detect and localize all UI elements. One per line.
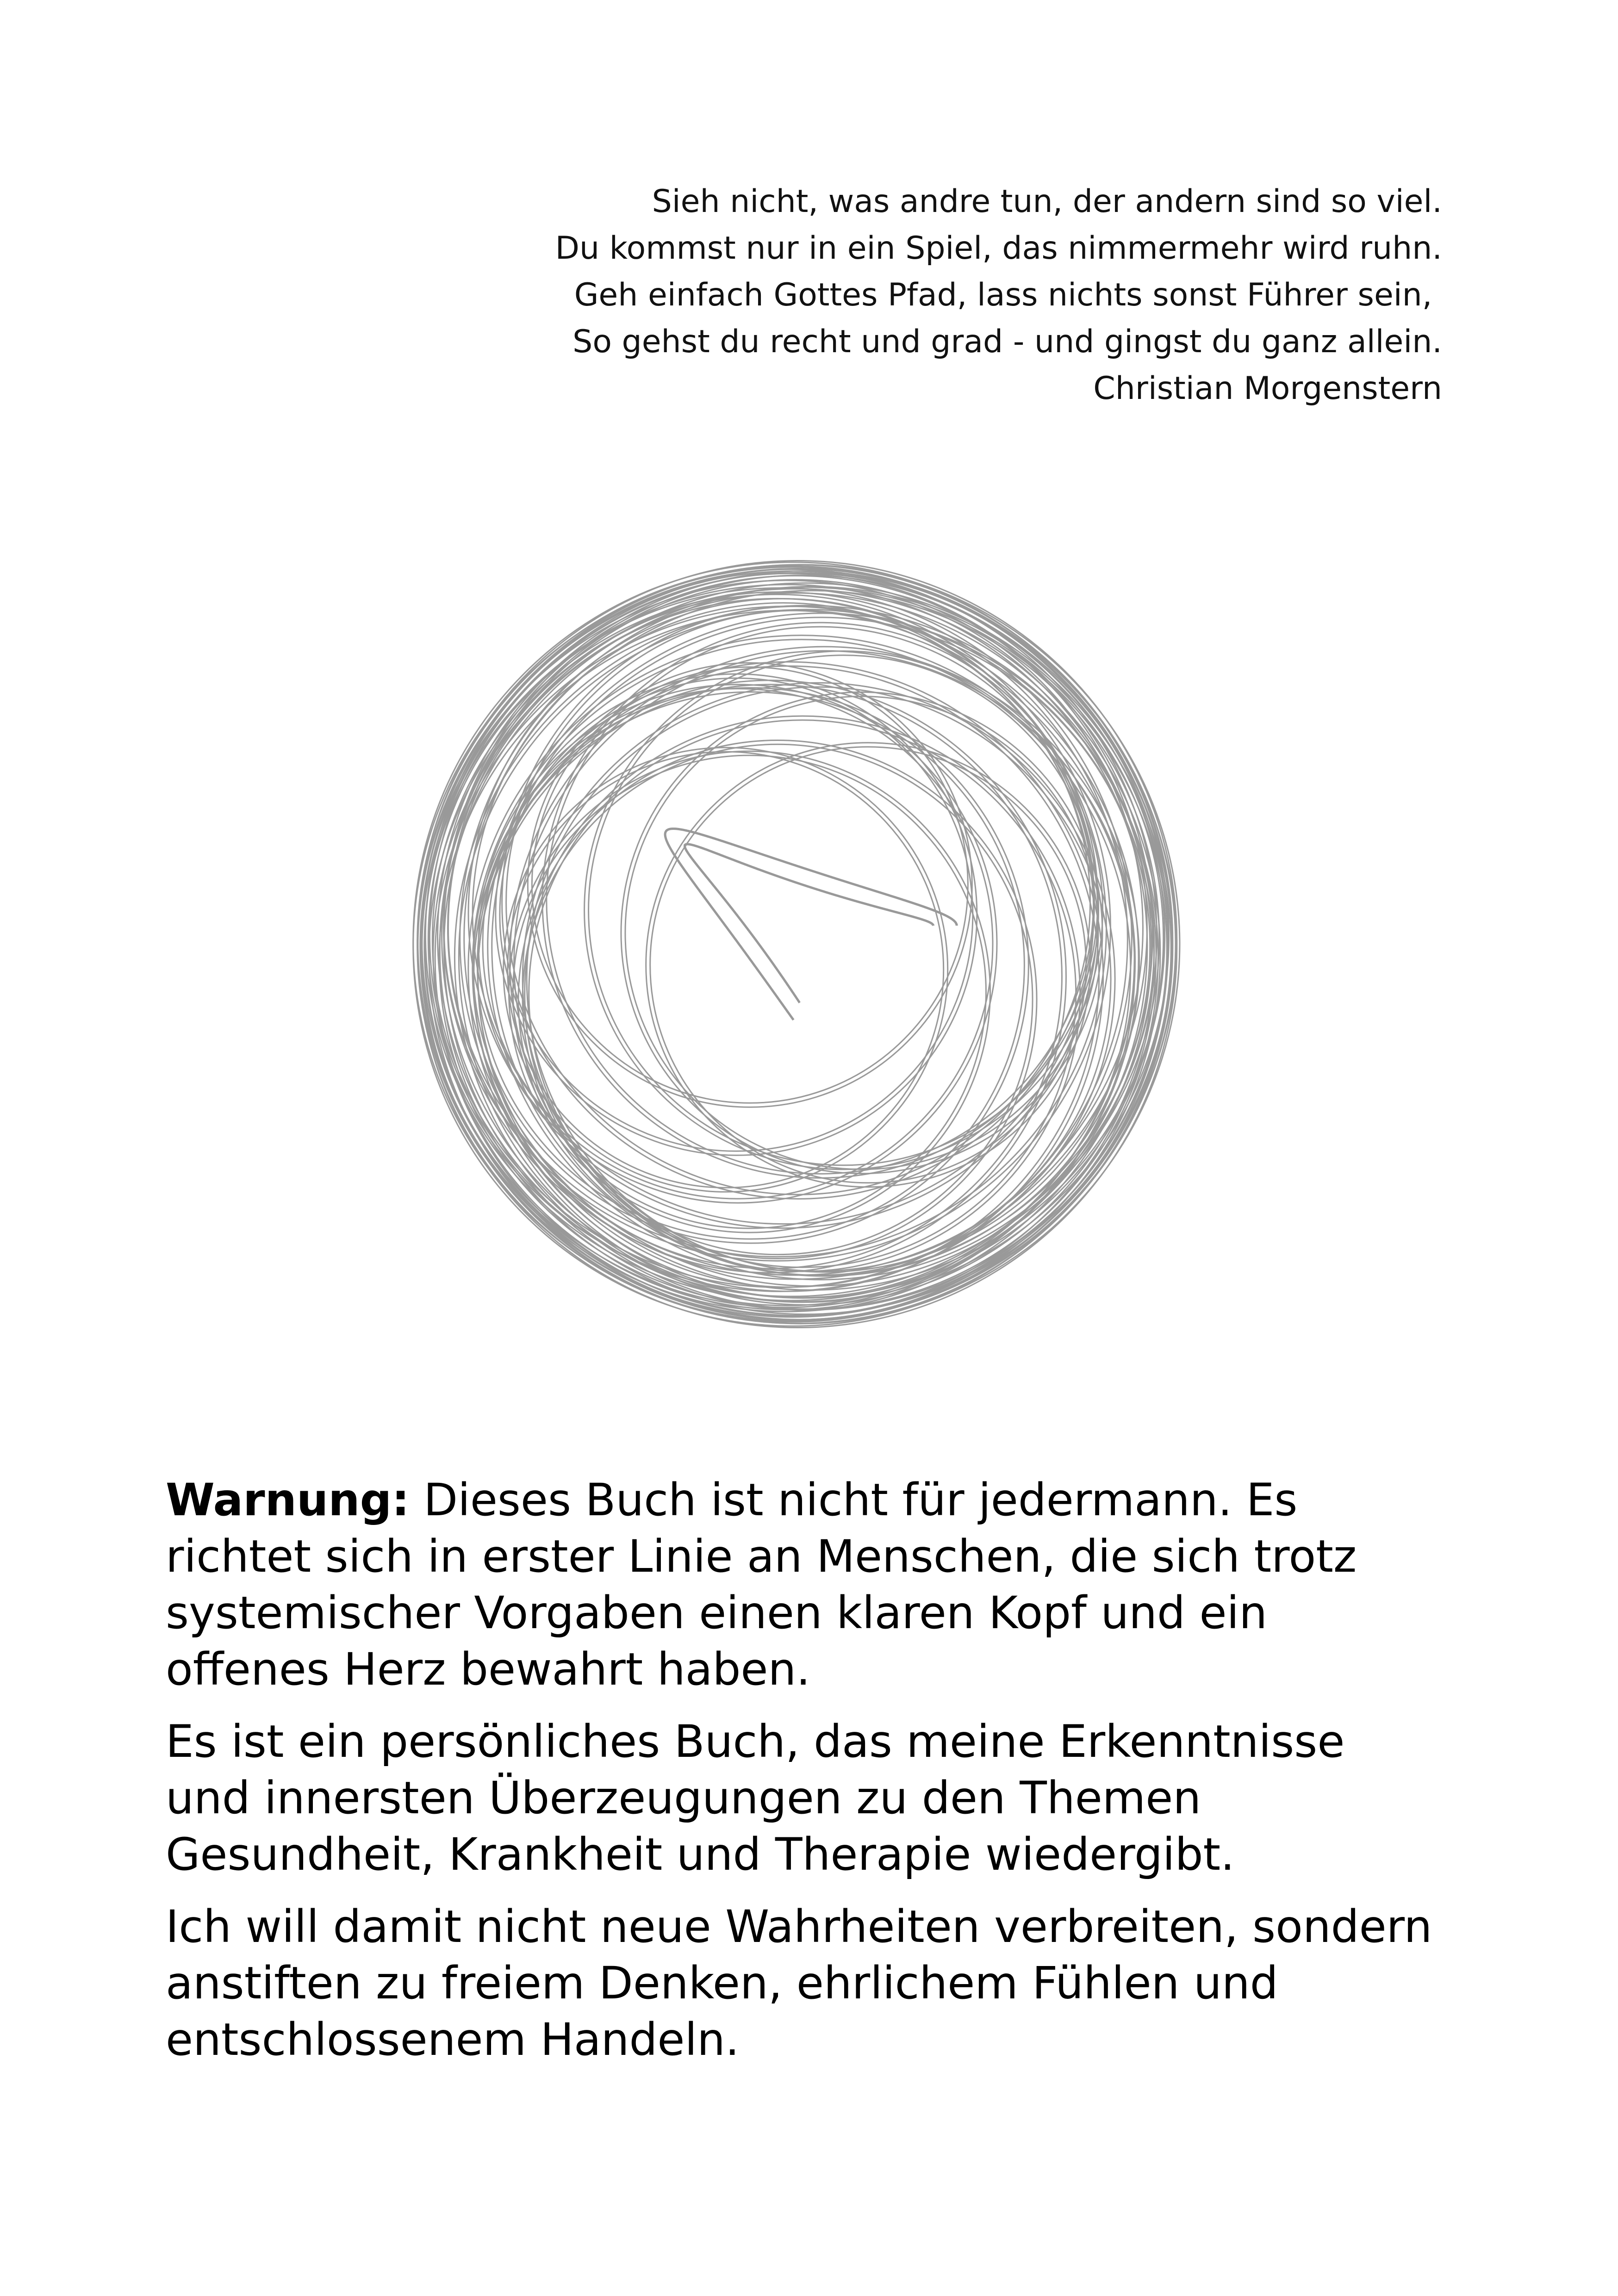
ornament-rosette-loop xyxy=(685,844,933,1003)
ornament-ring xyxy=(508,752,944,1188)
epigraph-poem xyxy=(331,178,1442,412)
warning-paragraph-2: Es ist ein persönliches Buch, das meine Erkenntnisse und innersten Überzeugungen zu den Themen Gesundheit, Krankheit und Therapie wiedergibt. xyxy=(166,1716,1345,1880)
warning-paragraph-1-text: Dieses Buch ist nicht für jedermann. Es richtet sich in erster Linie an Menschen, die sich trotz systemischer Vorgaben einen klaren Kopf und ein offenes Herz bewahrt haben. xyxy=(166,1474,1357,1695)
warning-section xyxy=(166,1472,1443,2084)
poem-line: Du kommst nur in ein Spiel, das nimmermehr wird ruhn. xyxy=(555,230,1442,267)
warning-paragraph-3: Ich will damit nicht neue Wahrheiten verbreiten, sondern anstiften zu freiem Denken, ehrlichem Fühlen und entschlossenem Handeln. xyxy=(166,1901,1432,2066)
poem-line: Geh einfach Gottes Pfad, lass nichts sonst Führer sein, xyxy=(574,277,1442,313)
ornament-ring xyxy=(527,687,1111,1271)
ornament-ring xyxy=(506,610,1090,1195)
warning-label: Warnung: xyxy=(166,1474,410,1526)
ornament-outer-rings xyxy=(413,560,1180,1327)
ornament-ring xyxy=(504,747,948,1192)
ornament-ring xyxy=(585,651,1103,1170)
ornament-rosette-loop xyxy=(685,844,933,1003)
poem-line: So gehst du recht und grad - und gingst du ganz allein. xyxy=(573,324,1442,360)
poem-author: Christian Morgenstern xyxy=(1093,370,1442,407)
ornament-ring xyxy=(523,683,1115,1275)
pentagonal-spiral-ornament-icon xyxy=(398,546,1194,1342)
warning-paragraph-1 xyxy=(166,1472,1443,1698)
ornament-ring xyxy=(589,655,1099,1165)
poem-line: Sieh nicht, was andre tun, der andern sind so viel. xyxy=(652,183,1442,220)
ornament-ring xyxy=(478,684,1062,1269)
ornament-ring xyxy=(529,720,1076,1267)
ornament-ring xyxy=(650,747,1086,1183)
